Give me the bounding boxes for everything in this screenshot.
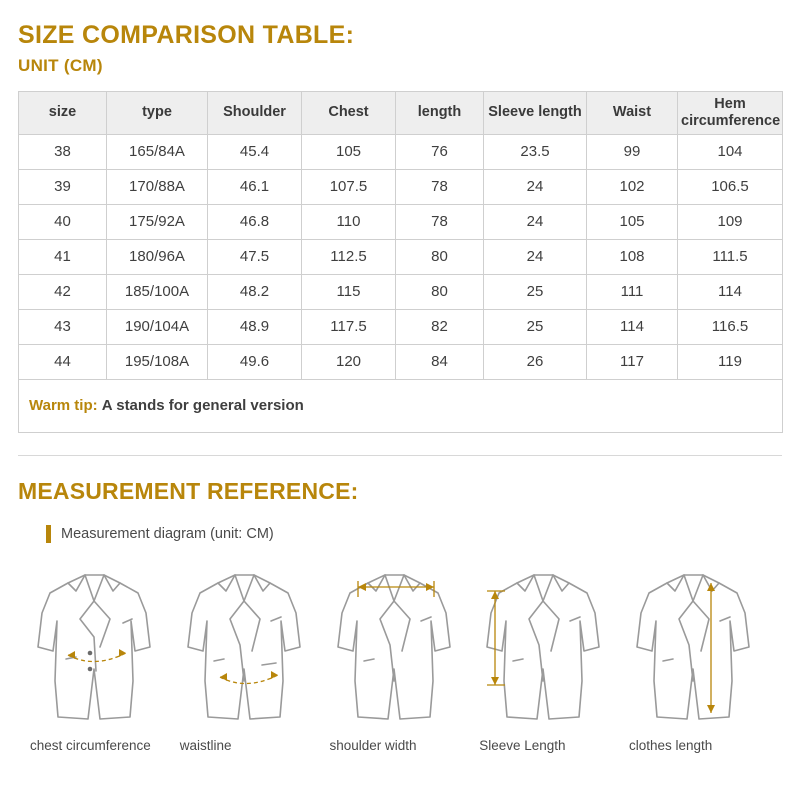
column-header-type: type [107, 91, 208, 134]
cell-shoulder: 46.8 [208, 204, 302, 239]
cell-length: 80 [396, 239, 484, 274]
cell-length: 82 [396, 309, 484, 344]
cell-chest: 117.5 [302, 309, 396, 344]
column-header-chest: Chest [302, 91, 396, 134]
cell-chest: 115 [302, 274, 396, 309]
table-row [19, 344, 783, 379]
cell-shoulder: 49.6 [208, 344, 302, 379]
figure-waistline [178, 561, 323, 753]
jacket-length-icon [627, 561, 772, 726]
title-block [18, 0, 782, 76]
cell-length: 78 [396, 204, 484, 239]
table-row [19, 239, 783, 274]
unit-subtitle: UNIT (CM) [18, 55, 103, 75]
table-row [19, 204, 783, 239]
cell-chest: 105 [302, 134, 396, 169]
cell-size: 42 [19, 274, 107, 309]
cell-shoulder: 46.1 [208, 169, 302, 204]
cell-waist: 108 [587, 239, 678, 274]
cell-hem-circumference: 116.5 [678, 309, 783, 344]
cell-chest: 110 [302, 204, 396, 239]
cell-length: 84 [396, 344, 484, 379]
warm-tip-label: Warm tip: [29, 397, 98, 414]
cell-type: 180/96A [107, 239, 208, 274]
cell-type: 165/84A [107, 134, 208, 169]
cell-length: 80 [396, 274, 484, 309]
figure-shoulder-width [328, 561, 473, 753]
figure-row [18, 561, 782, 753]
cell-size: 44 [19, 344, 107, 379]
jacket-shoulder-icon [328, 561, 473, 726]
figure-chest-circumference [28, 561, 173, 753]
column-header-hem-circumference: Hem circumference [678, 91, 783, 134]
warm-tip-text: A stands for general version [101, 397, 304, 414]
cell-size: 38 [19, 134, 107, 169]
measurement-section-title: MEASUREMENT REFERENCE: [18, 477, 359, 504]
cell-sleeve-length: 23.5 [484, 134, 587, 169]
cell-type: 175/92A [107, 204, 208, 239]
cell-sleeve-length: 26 [484, 344, 587, 379]
cell-length: 76 [396, 134, 484, 169]
figure-caption: Sleeve Length [479, 737, 566, 753]
cell-hem-circumference: 119 [678, 344, 783, 379]
cell-size: 40 [19, 204, 107, 239]
size-comparison-table [18, 91, 783, 433]
column-header-length: length [396, 91, 484, 134]
cell-sleeve-length: 25 [484, 274, 587, 309]
jacket-waist-icon [178, 561, 323, 726]
cell-waist: 102 [587, 169, 678, 204]
cell-hem-circumference: 111.5 [678, 239, 783, 274]
cell-type: 190/104A [107, 309, 208, 344]
table-row [19, 169, 783, 204]
figure-caption: shoulder width [329, 737, 417, 753]
cell-hem-circumference: 114 [678, 274, 783, 309]
cell-waist: 99 [587, 134, 678, 169]
cell-type: 170/88A [107, 169, 208, 204]
jacket-chest-icon [28, 561, 173, 726]
cell-waist: 111 [587, 274, 678, 309]
figure-caption: chest circumference [30, 737, 151, 753]
section-divider [18, 455, 782, 456]
cell-chest: 112.5 [302, 239, 396, 274]
table-header-row [19, 91, 783, 134]
cell-size: 41 [19, 239, 107, 274]
cell-hem-circumference: 109 [678, 204, 783, 239]
cell-sleeve-length: 24 [484, 204, 587, 239]
cell-type: 195/108A [107, 344, 208, 379]
figure-caption: clothes length [629, 737, 713, 753]
cell-shoulder: 45.4 [208, 134, 302, 169]
column-header-size: size [19, 91, 107, 134]
cell-waist: 114 [587, 309, 678, 344]
cell-sleeve-length: 24 [484, 169, 587, 204]
figure-clothes-length [627, 561, 772, 753]
column-header-waist: Waist [587, 91, 678, 134]
jacket-sleeve-icon [477, 561, 622, 726]
cell-shoulder: 48.2 [208, 274, 302, 309]
table-row [19, 134, 783, 169]
measurement-subtitle: Measurement diagram (unit: CM) [61, 525, 274, 542]
measurement-subtitle-row [18, 525, 782, 543]
figure-sleeve-length [477, 561, 622, 753]
cell-waist: 117 [587, 344, 678, 379]
figure-caption: waistline [179, 737, 232, 753]
cell-sleeve-length: 25 [484, 309, 587, 344]
cell-shoulder: 48.9 [208, 309, 302, 344]
column-header-sleeve-length: Sleeve length [484, 91, 587, 134]
cell-hem-circumference: 106.5 [678, 169, 783, 204]
table-row [19, 309, 783, 344]
warm-tip-row [19, 379, 783, 432]
table-row [19, 274, 783, 309]
cell-length: 78 [396, 169, 484, 204]
cell-size: 39 [19, 169, 107, 204]
cell-type: 185/100A [107, 274, 208, 309]
cell-waist: 105 [587, 204, 678, 239]
cell-chest: 120 [302, 344, 396, 379]
page-title: SIZE COMPARISON TABLE: [18, 21, 355, 49]
column-header-shoulder: Shoulder [208, 91, 302, 134]
cell-hem-circumference: 104 [678, 134, 783, 169]
warm-tip-cell [19, 379, 783, 432]
cell-chest: 107.5 [302, 169, 396, 204]
accent-bar-icon [46, 525, 51, 543]
cell-shoulder: 47.5 [208, 239, 302, 274]
cell-size: 43 [19, 309, 107, 344]
cell-sleeve-length: 24 [484, 239, 587, 274]
